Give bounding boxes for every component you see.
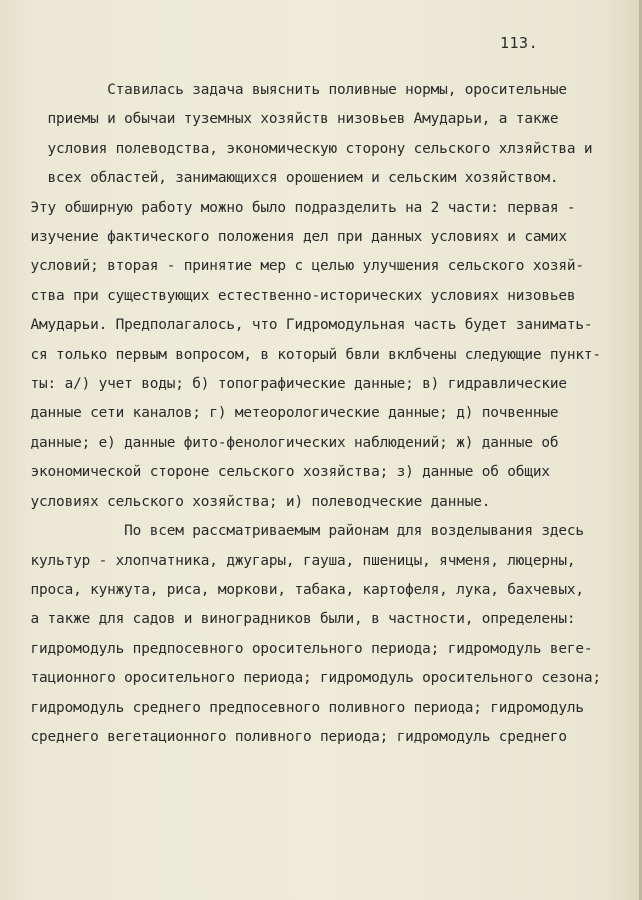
text-line: всех областей, занимающихся орошением и сельским хозяйством. — [22, 170, 559, 187]
text-line: данные; е) данные фито-фенологических наблюдений; ж) данные об — [22, 434, 559, 451]
text-line: гидромодуль среднего предпосевного поливного периода; гидромодуль — [22, 699, 584, 716]
text-line: проса, кунжута, риса, моркови, табака, картофеля, лука, бахчевых, — [22, 581, 584, 598]
text-line: приемы и обычаи туземных хозяйств низовьев Амударьи, а также — [22, 111, 559, 128]
text-line: ства при существующих естественно-исторических условиях низовьев — [22, 287, 576, 304]
body-text — [22, 76, 630, 752]
text-line: тационного оросительного периода; гидромодуль оросительного сезона; — [22, 670, 601, 687]
text-line: среднего вегетационного поливного периода; гидромодуль среднего — [22, 728, 567, 745]
text-line: культур - хлопчатника, джугары, гауша, пшеницы, ячменя, люцерны, — [22, 552, 576, 569]
page-number: 113. — [500, 34, 539, 52]
text-line: условиях сельского хозяйства; и) полеводческие данные. — [22, 493, 491, 510]
text-line: ся только первым вопросом, в который бвли вклбчены следующие пункт- — [22, 346, 601, 363]
text-line: изучение фактического положения дел при данных условиях и самих — [22, 229, 567, 246]
text-line: Эту обширную работу можно было подразделить на 2 части: первая - — [22, 199, 576, 216]
text-line: экономической стороне сельского хозяйства; з) данные об общих — [22, 464, 550, 481]
text-line: гидромодуль предпосевного оросительного периода; гидромодуль веге- — [22, 640, 593, 657]
text-line: условия полеводства, экономическую сторону сельского хлзяйства и — [22, 140, 593, 157]
text-line: условий; вторая - принятие мер с целью улучшения сельского хозяй- — [22, 258, 584, 275]
text-line: ты: а/) учет воды; б) топографические данные; в) гидравлические — [22, 376, 567, 393]
text-line: данные сети каналов; г) метеорологические данные; д) почвенные — [22, 405, 559, 422]
text-line: Ставилась задача выяснить поливные нормы, оросительные — [22, 82, 567, 98]
text-line: Амударьи. Предполагалось, что Гидромодульная часть будет занимать- — [22, 317, 593, 334]
text-line: По всем рассматриваемым районам для возделывания здесь — [22, 523, 584, 540]
text-line: а также для садов и виноградников были, в частности, определены: — [22, 611, 576, 628]
